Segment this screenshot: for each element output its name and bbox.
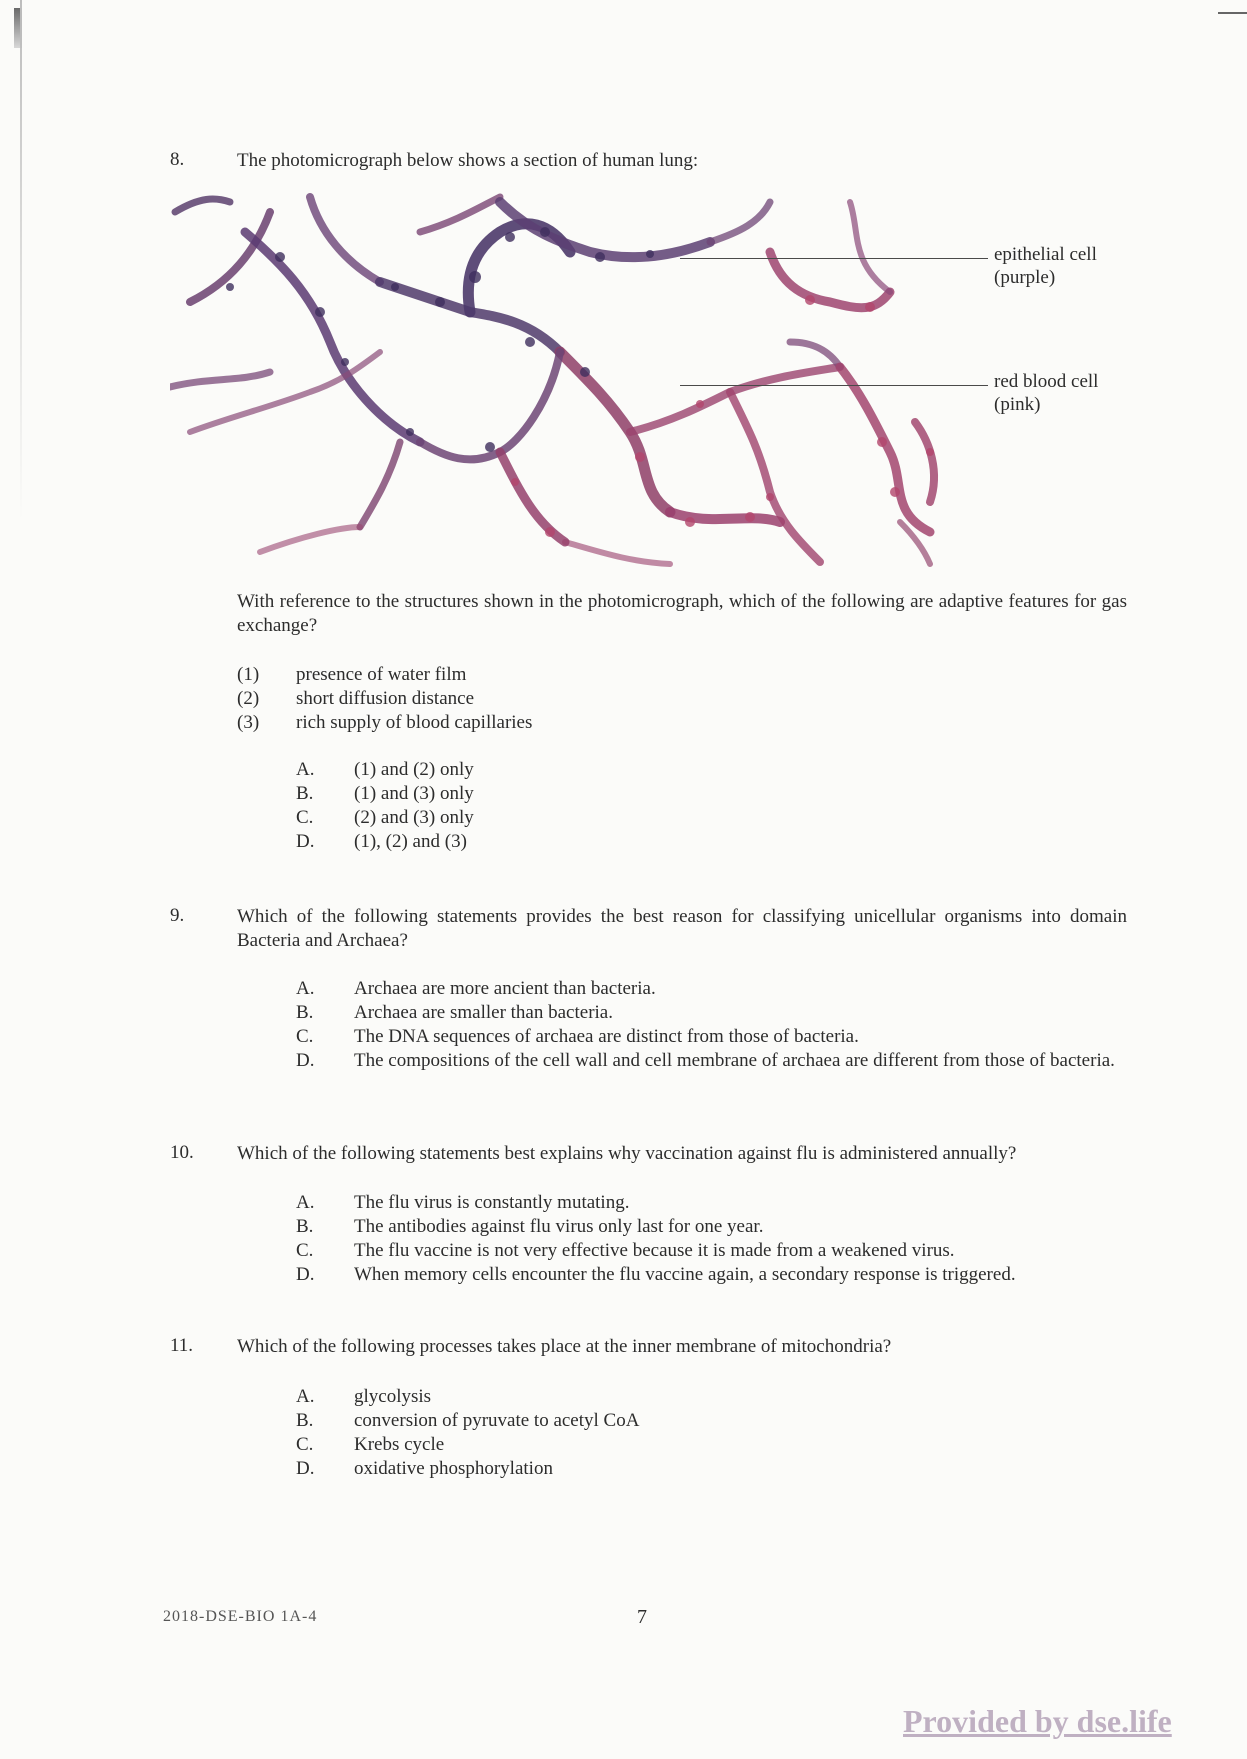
question-prompt: With reference to the structures shown in the photomicrograph, which of the following are adaptive features for gas exchange?	[237, 591, 1127, 636]
option-b: B. (1) and (3) only	[296, 783, 474, 804]
question-number: 8.	[170, 149, 185, 170]
answer-options	[296, 1191, 1131, 1287]
label-leader-line	[680, 385, 988, 386]
statement-3: (3) rich supply of blood capillaries	[237, 712, 533, 733]
option-c: C. The flu vaccine is not very effective because it is made from a weakened virus.	[296, 1240, 955, 1261]
statement-1: (1) presence of water film	[237, 664, 467, 685]
option-d: D. The compositions of the cell wall and cell membrane of archaea are different from those of bacteria.	[296, 1050, 1115, 1071]
source-watermark: Provided by dse.life	[903, 1703, 1172, 1739]
question-number: 11.	[170, 1335, 194, 1356]
option-d: D. (1), (2) and (3)	[296, 831, 467, 852]
label-red-blood-cell: red blood cell (pink)	[994, 371, 1099, 415]
corner-mark	[1218, 12, 1247, 14]
option-c: C. Krebs cycle	[296, 1434, 445, 1455]
label-leader-line	[680, 258, 988, 259]
option-a: A. Archaea are more ancient than bacteria.	[296, 978, 656, 999]
statement-2: (2) short diffusion distance	[237, 688, 475, 709]
option-b: B. Archaea are smaller than bacteria.	[296, 1002, 613, 1023]
answer-options	[296, 1385, 1131, 1481]
scan-edge-shadow	[20, 0, 22, 520]
option-c: C. (2) and (3) only	[296, 807, 474, 828]
page-number: 7	[637, 1606, 647, 1628]
option-c: C. The DNA sequences of archaea are distinct from those of bacteria.	[296, 1026, 859, 1047]
paper-code: 2018-DSE-BIO 1A-4	[163, 1608, 318, 1625]
label-epithelial-cell: epithelial cell (purple)	[994, 244, 1097, 288]
option-a: A. glycolysis	[296, 1386, 432, 1407]
option-b: B. The antibodies against flu virus only last for one year.	[296, 1216, 764, 1237]
option-d: D. When memory cells encounter the flu vaccine again, a secondary response is triggered.	[296, 1264, 1016, 1285]
option-a: A. (1) and (2) only	[296, 759, 474, 780]
question-stem: Which of the following processes takes place at the inner membrane of mitochondria?	[237, 1336, 892, 1357]
option-d: D. oxidative phosphorylation	[296, 1458, 553, 1479]
cell-nuclei	[226, 227, 654, 452]
question-stem: The photomicrograph below shows a section of human lung:	[237, 150, 699, 171]
answer-options	[296, 758, 1131, 854]
question-number: 9.	[170, 905, 185, 926]
question-stem: Which of the following statements best explains why vaccination against flu is administered annually?	[237, 1143, 1017, 1164]
question-stem: Which of the following statements provides the best reason for classifying unicellular organisms into domain Bacteria and Archaea?	[237, 906, 1127, 951]
option-a: A. The flu virus is constantly mutating.	[296, 1192, 630, 1213]
answer-options	[296, 977, 1131, 1073]
option-b: B. conversion of pyruvate to acetyl CoA	[296, 1410, 640, 1431]
lung-photomicrograph	[170, 192, 960, 567]
alveolar-wall-strands	[170, 197, 934, 564]
question-number: 10.	[170, 1142, 194, 1163]
